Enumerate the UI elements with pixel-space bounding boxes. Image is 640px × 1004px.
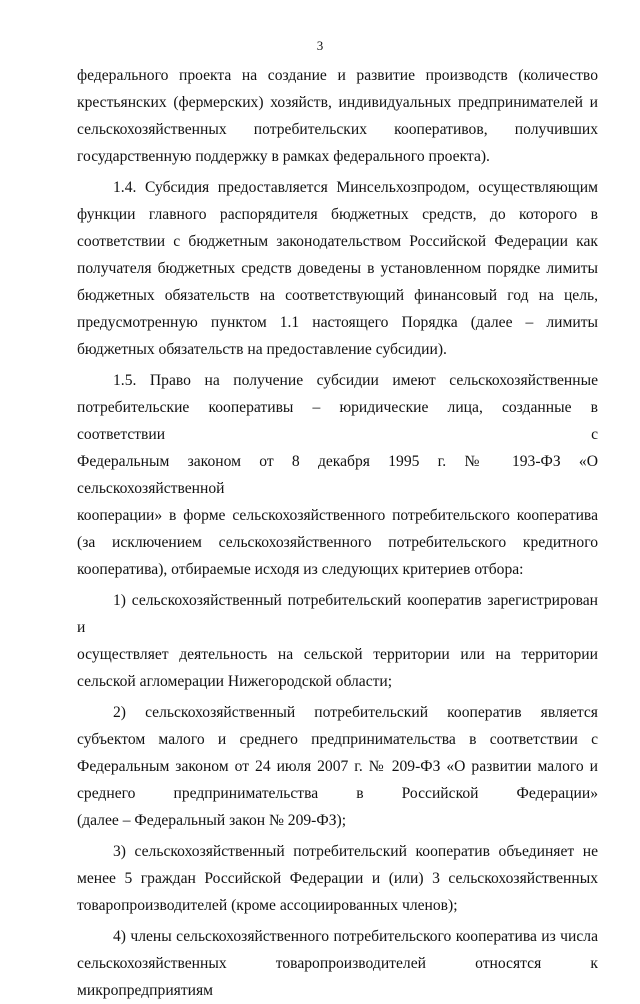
text-line: кооператива), отбираемые исходя из следующих критериев отбора: bbox=[77, 561, 524, 578]
text-line: сельской агломерации Нижегородской области; bbox=[77, 673, 393, 690]
text-line: потребительские кооперативы – юридические лица, созданные в соответствии с bbox=[77, 399, 598, 443]
text-line: сельскохозяйственных товаропроизводителей относятся к микропредприятиям bbox=[77, 955, 598, 999]
text-line: бюджетных обязательств на предоставление субсидии). bbox=[77, 341, 447, 358]
text-line: федерального проекта на создание и развитие производств (количество bbox=[77, 67, 598, 84]
text-line: среднего предпринимательства в Российской Федерации» bbox=[77, 785, 598, 802]
text-line: 1.5. Право на получение субсидии имеют сельскохозяйственные bbox=[113, 372, 598, 389]
text-line: товаропроизводителей (кроме ассоциированных членов); bbox=[77, 897, 458, 914]
text-line: осуществляет деятельность на сельской территории или на территории bbox=[77, 646, 598, 663]
text-line: кооперации» в форме сельскохозяйственного потребительского кооператива bbox=[77, 507, 598, 524]
page-number: 3 bbox=[316, 38, 324, 53]
text-line: 1.4. Субсидия предоставляется Минсельхозпродом, осуществляющим bbox=[113, 179, 598, 196]
criterion-4 bbox=[77, 923, 598, 1004]
text-line: крестьянских (фермерских) хозяйств, индивидуальных предпринимателей и bbox=[77, 94, 598, 111]
text-line: (далее – Федеральный закон № 209-ФЗ); bbox=[77, 812, 347, 829]
text-line: получателя бюджетных средств доведены в установленном порядке лимиты bbox=[77, 260, 598, 277]
text-line: Федеральным законом от 24 июля 2007 г. № 209-ФЗ «О развитии малого и bbox=[77, 758, 598, 775]
criterion-2 bbox=[77, 699, 598, 834]
text-line: 3) сельскохозяйственный потребительский кооператив объединяет не bbox=[113, 843, 598, 860]
text-line: Федеральным законом от 8 декабря 1995 г. № 193-ФЗ «О сельскохозяйственной bbox=[77, 453, 598, 497]
criterion-3 bbox=[77, 838, 598, 919]
text-line: 2) сельскохозяйственный потребительский кооператив является bbox=[113, 704, 598, 721]
document-body bbox=[77, 62, 598, 1004]
text-line: субъектом малого и среднего предпринимательства в соответствии с bbox=[77, 731, 598, 748]
criterion-1 bbox=[77, 587, 598, 695]
text-line: государственную поддержку в рамках федерального проекта). bbox=[77, 148, 490, 165]
paragraph-1-5-eligibility bbox=[77, 367, 598, 583]
text-line: сельскохозяйственных потребительских кооперативов, получивших bbox=[77, 121, 598, 138]
paragraph-continuation bbox=[77, 62, 598, 170]
text-line: менее 5 граждан Российской Федерации и (или) 3 сельскохозяйственных bbox=[77, 870, 598, 887]
text-line: (за исключением сельскохозяйственного потребительского кредитного bbox=[77, 534, 598, 551]
text-line: предусмотренную пунктом 1.1 настоящего Порядка (далее – лимиты bbox=[77, 314, 598, 331]
paragraph-1-4-subsidy-provider bbox=[77, 174, 598, 363]
text-line: функции главного распорядителя бюджетных средств, до которого в bbox=[77, 206, 598, 223]
text-line: 4) члены сельскохозяйственного потребительского кооператива из числа bbox=[113, 928, 598, 945]
text-line: бюджетных обязательств на соответствующий финансовый год на цель, bbox=[77, 287, 598, 304]
text-line: 1) сельскохозяйственный потребительский кооператив зарегистрирован и bbox=[77, 592, 598, 636]
text-line: соответствии с бюджетным законодательством Российской Федерации как bbox=[77, 233, 598, 250]
